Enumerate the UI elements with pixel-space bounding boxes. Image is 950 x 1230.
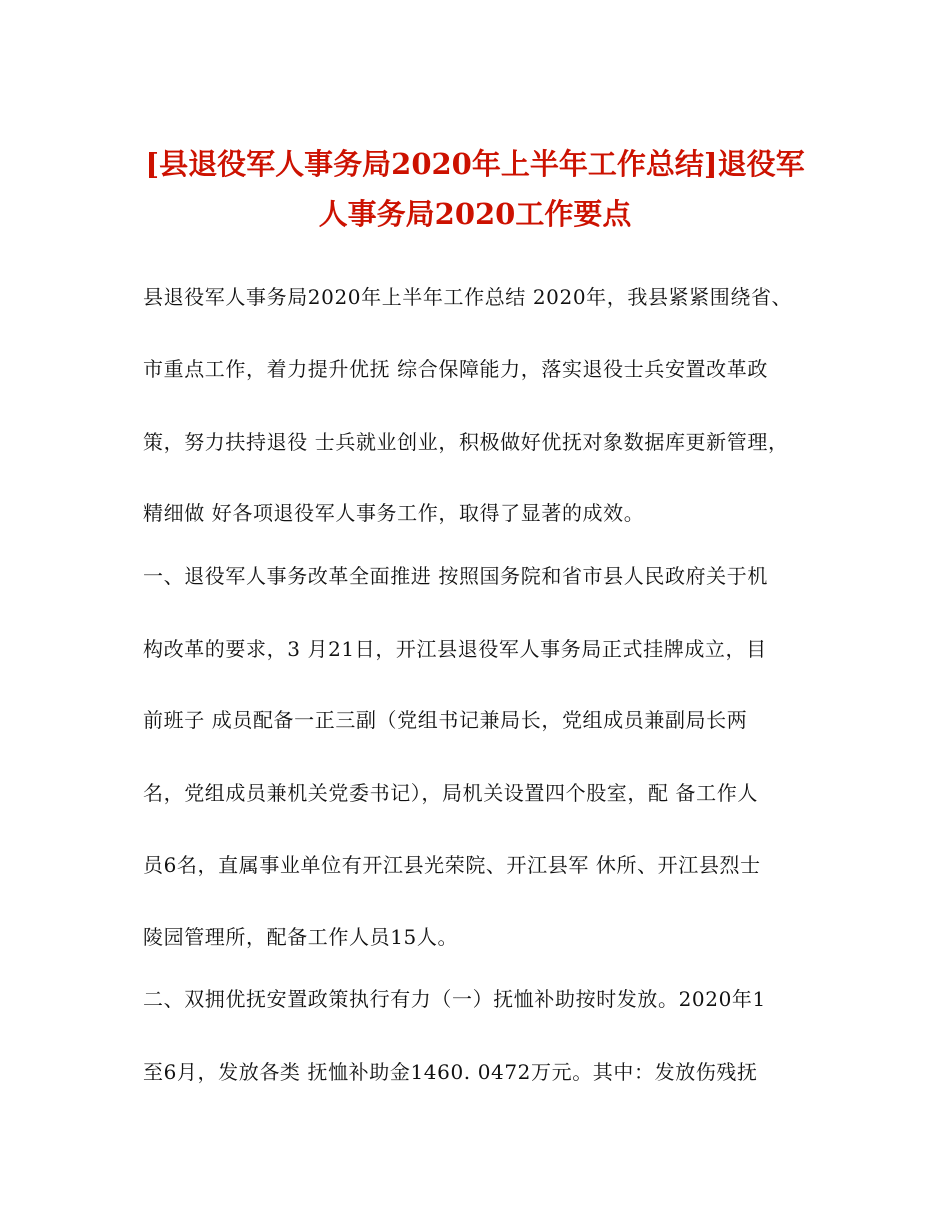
body-line-3: 策，努力扶持退役 士兵就业创业，积极做好优抚对象数据库更新管理，: [143, 430, 789, 454]
body-line-2: 市重点工作，着力提升优抚 综合保障能力，落实退役士兵安置改革政: [143, 357, 768, 381]
body-line-7: 前班子 成员配备一正三副（党组书记兼局长，党组成员兼副局长两: [143, 708, 748, 732]
document-title-line-2: 人事务局2020工作要点: [318, 197, 632, 231]
body-line-5: 一、退役军人事务改革全面推进 按照国务院和省市县人民政府关于机: [143, 564, 768, 588]
body-line-11: 二、双拥优抚安置政策执行有力（一）抚恤补助按时发放。2020年1: [143, 987, 766, 1011]
document-title-line-1: [县退役军人事务局2020年上半年工作总结]退役军: [145, 147, 805, 181]
body-line-6: 构改革的要求，3 月21日，开江县退役军人事务局正式挂牌成立，目: [143, 637, 767, 661]
body-line-8: 名，党组成员兼机关党委书记），局机关设置四个股室，配 备工作人: [143, 781, 758, 805]
body-line-4: 精细做 好各项退役军人事务工作，取得了显著的成效。: [143, 501, 645, 525]
body-line-1: 县退役军人事务局2020年上半年工作总结 2020年，我县紧紧围绕省、: [143, 285, 793, 309]
body-line-9: 员6名，直属事业单位有开江县光荣院、开江县军 休所、开江县烈士: [143, 853, 761, 877]
body-line-12: 至6月，发放各类 抚恤补助金1460. 0472万元。其中：发放伤残抚: [143, 1060, 758, 1084]
body-line-10: 陵园管理所，配备工作人员15人。: [143, 925, 459, 949]
